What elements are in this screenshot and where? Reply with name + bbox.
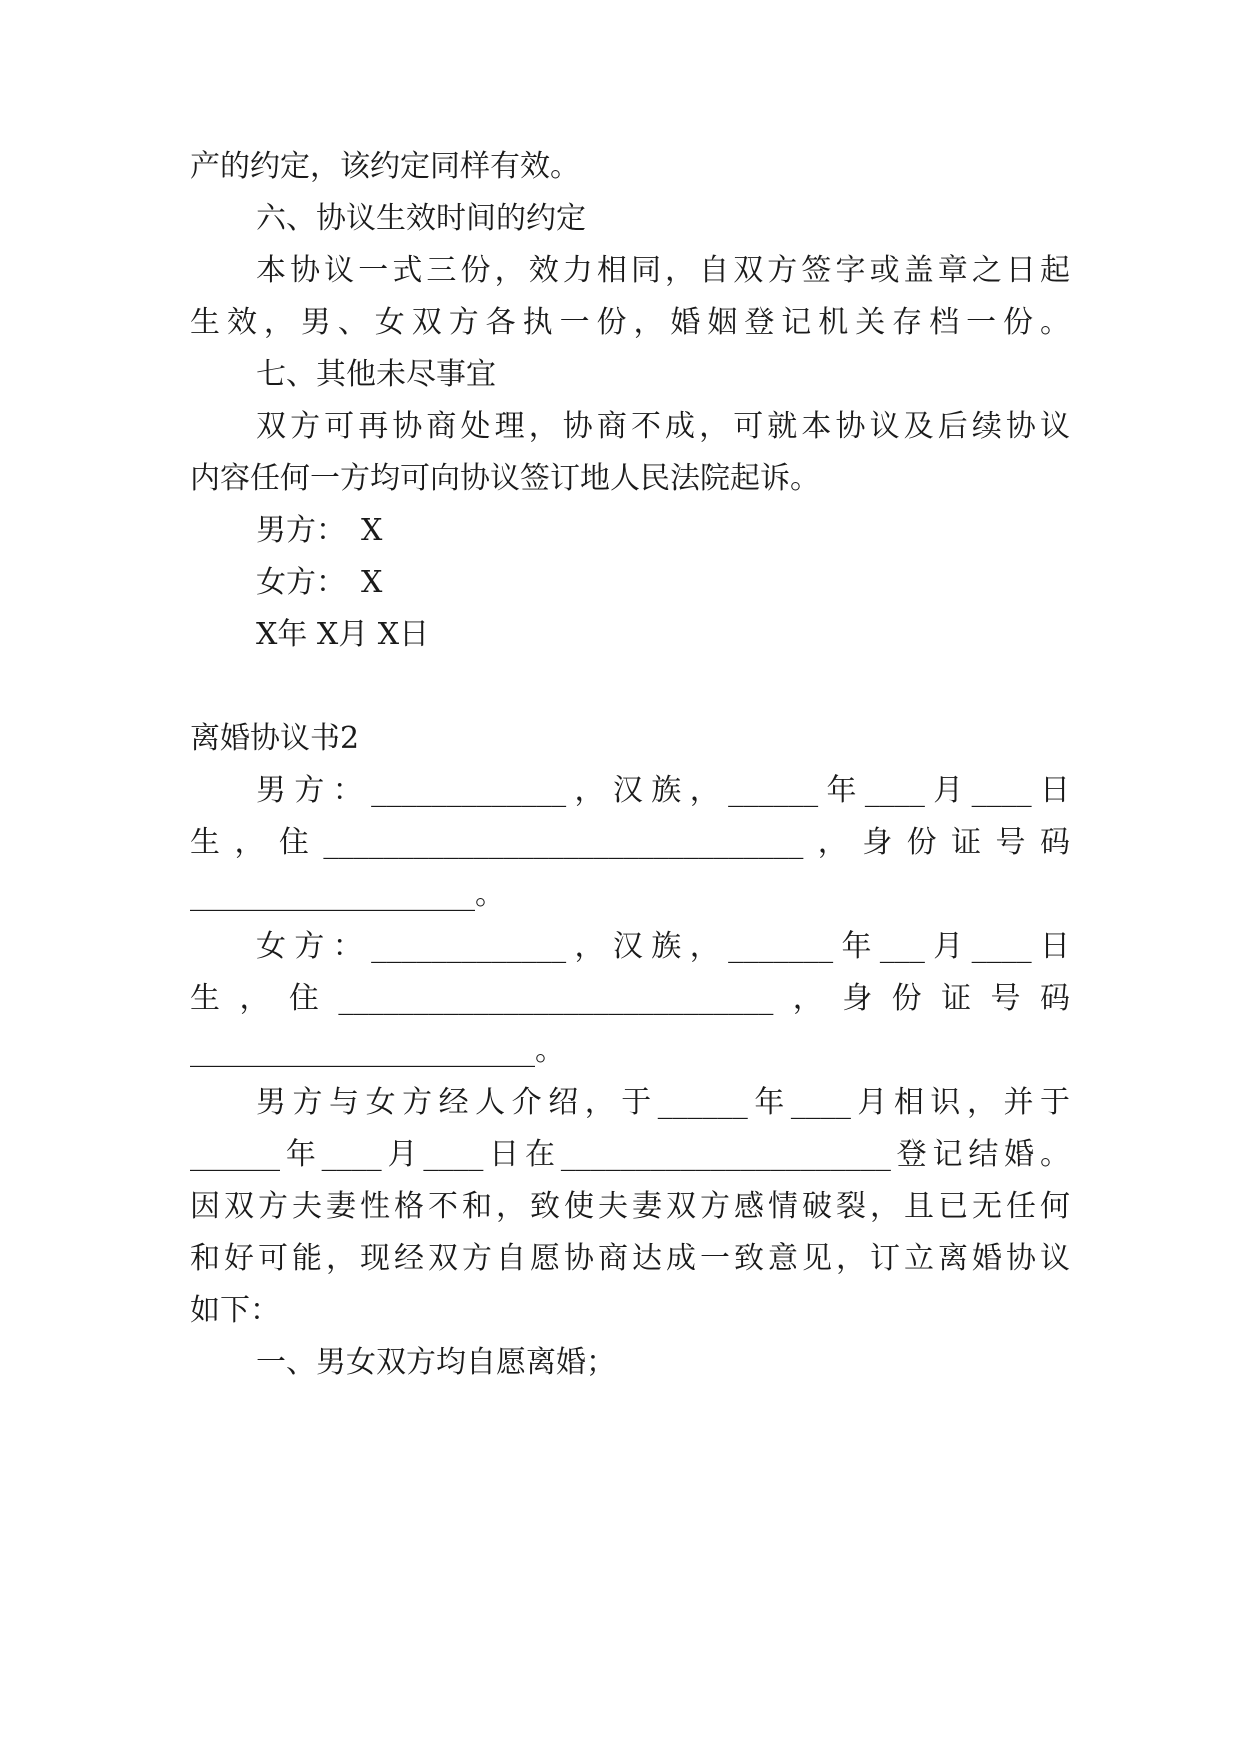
text-line: 和好可能，现经双方自愿协商达成一致意见，订立离婚协议 — [190, 1241, 1070, 1276]
text-line: 女方：_____________，汉族，_______年___月____日 — [256, 929, 1070, 964]
text-line: 生，住________________________________，身份证号码 — [190, 825, 1070, 860]
signature-female: 女方： X — [256, 565, 383, 600]
section-heading: 六、协议生效时间的约定 — [256, 201, 586, 236]
text-line: 内容任何一方均可向协议签订地人民法院起诉。 — [190, 461, 820, 496]
text-line: 生，住_____________________________，身份证号码 — [190, 981, 1070, 1016]
document-title: 离婚协议书2 — [190, 721, 360, 756]
text-line: _______________________。 — [190, 1033, 565, 1068]
text-line: 产的约定，该约定同样有效。 — [190, 149, 580, 184]
text-line: ______年____月____日在______________________登记结婚。 — [190, 1137, 1070, 1172]
text-line: 一、男女双方均自愿离婚； — [256, 1345, 616, 1380]
text-line: 如下： — [190, 1293, 280, 1328]
section-heading: 七、其他未尽事宜 — [256, 357, 496, 392]
text-line: ___________________。 — [190, 877, 505, 912]
text-line: 本协议一式三份，效力相同，自双方签字或盖章之日起 — [256, 253, 1070, 288]
text-line: 双方可再协商处理，协商不成，可就本协议及后续协议 — [256, 409, 1070, 444]
text-line: 男方与女方经人介绍，于______年____月相识，并于 — [256, 1085, 1070, 1120]
text-line: 男方：_____________，汉族，______年____月____日 — [256, 773, 1070, 808]
signature-date: X年 X月 X日 — [256, 617, 430, 652]
signature-male: 男方： X — [256, 513, 383, 548]
text-line: 生效，男、女双方各执一份，婚姻登记机关存档一份。 — [190, 305, 1070, 340]
text-line: 因双方夫妻性格不和，致使夫妻双方感情破裂，且已无任何 — [190, 1189, 1070, 1224]
